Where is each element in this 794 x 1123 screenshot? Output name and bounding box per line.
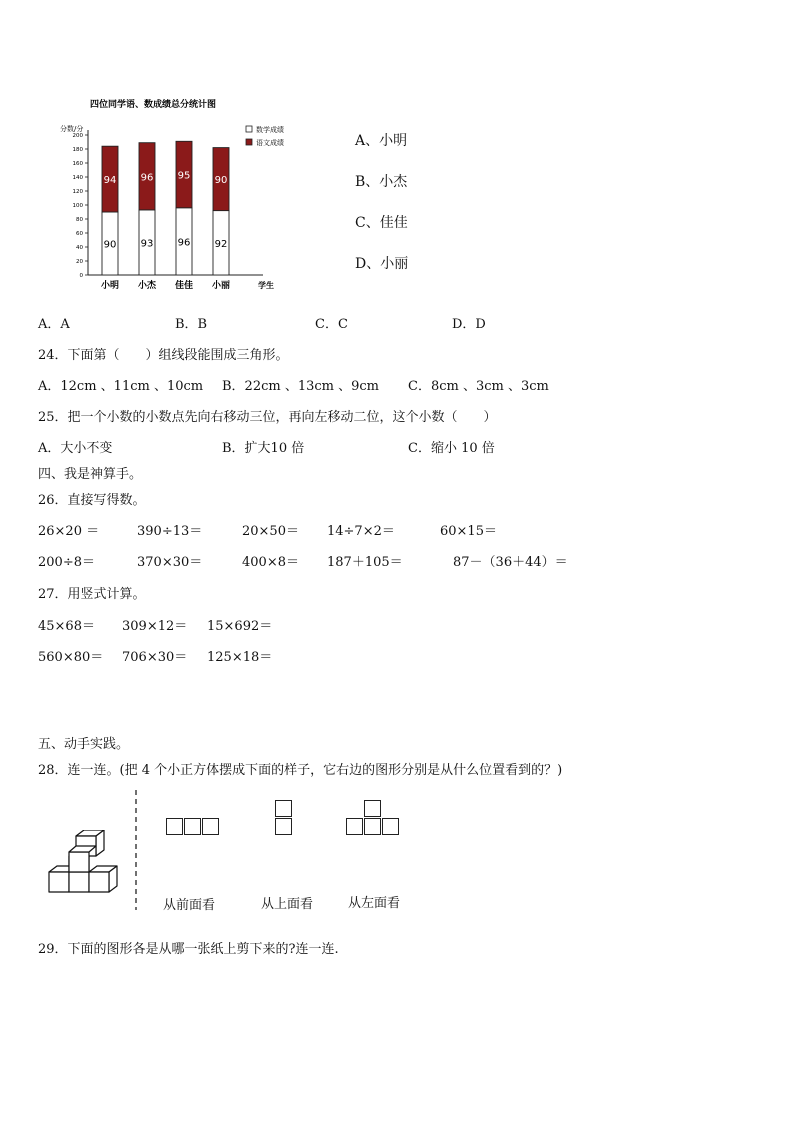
- view-label-left[interactable]: 从左面看: [348, 896, 401, 911]
- q26-item: 200÷8＝: [38, 555, 95, 570]
- y-tick-label: 20: [76, 259, 83, 265]
- x-axis-label: 学生: [258, 281, 274, 290]
- bar-chinese-value: 96: [140, 172, 154, 184]
- q26-item: 390÷13＝: [137, 524, 203, 539]
- q25-stem: 25．把一个小数的小数点先向右移动三位，再向左移动二位，这个小数（ ）: [38, 410, 497, 425]
- q27-item: 560×80＝: [38, 650, 104, 665]
- q27-item: 15×692＝: [207, 619, 273, 634]
- q26-item: 187＋105＝: [327, 555, 403, 570]
- q26-item: 87－（36＋44）＝: [453, 555, 568, 570]
- q26-item: 26×20 ＝: [38, 524, 100, 539]
- q26-item: 370×30＝: [137, 555, 203, 570]
- q26-item: 400×8＝: [242, 555, 299, 570]
- q26-item: 60×15＝: [440, 524, 497, 539]
- q26-item: 20×50＝: [242, 524, 299, 539]
- y-tick-label: 80: [76, 217, 83, 223]
- y-tick-label: 180: [72, 147, 83, 153]
- y-tick-label: 140: [72, 175, 83, 181]
- view-shape-row[interactable]: [166, 818, 220, 836]
- q27-stem: 27．用竖式计算。: [38, 587, 146, 602]
- x-tick-label: 佳佳: [174, 281, 194, 291]
- section-5-heading: 五、动手实践。: [38, 737, 130, 752]
- x-tick-label: 小丽: [211, 281, 231, 291]
- legend-swatch-chinese: [246, 139, 252, 145]
- y-tick-label: 60: [76, 231, 83, 237]
- view-label-front[interactable]: 从前面看: [163, 898, 216, 913]
- y-tick-label: 160: [72, 161, 83, 167]
- q26-stem: 26．直接写得数。: [38, 493, 146, 508]
- q28-stem: 28．连一连。(把 4 个小正方体摆成下面的样子，它右边的图形分别是从什么位置看到的？): [38, 763, 563, 778]
- q27-item: 45×68＝: [38, 619, 95, 634]
- bar-math-value: 93: [140, 238, 154, 250]
- q23-option-b[interactable]: B．B: [175, 317, 208, 332]
- chart-title: 四位同学语、数成绩总分统计图: [90, 100, 217, 110]
- side-option-d: D、小丽: [355, 256, 409, 272]
- q25-option-b[interactable]: B．扩大10 倍: [222, 441, 305, 456]
- bar-math-value: 96: [177, 237, 191, 249]
- q25-option-c[interactable]: C．缩小 10 倍: [408, 441, 495, 456]
- side-option-b: B、小杰: [355, 174, 408, 190]
- legend-swatch-math: [246, 126, 252, 132]
- legend-label-math: 数学成绩: [256, 126, 284, 134]
- q26-item: 14÷7×2＝: [327, 524, 395, 539]
- q24-stem: 24．下面第（ ）组线段能围成三角形。: [38, 348, 289, 363]
- side-option-a: A、小明: [355, 133, 408, 149]
- y-axis-label: 分数/分: [60, 125, 84, 133]
- cube-stack-figure: [44, 830, 124, 895]
- y-tick-label: 0: [79, 273, 83, 279]
- dashed-divider: [132, 790, 140, 910]
- q23-option-c[interactable]: C．C: [315, 317, 348, 332]
- y-tick-label: 100: [72, 203, 83, 209]
- view-label-top[interactable]: 从上面看: [261, 897, 314, 912]
- q27-item: 125×18＝: [207, 650, 273, 665]
- bar-math-value: 92: [214, 238, 228, 250]
- q27-item: 706×30＝: [122, 650, 188, 665]
- x-tick-label: 小明: [100, 281, 120, 291]
- q24-option-b[interactable]: B．22cm 、13cm 、9cm: [222, 379, 379, 394]
- q23-option-a[interactable]: A．A: [38, 317, 70, 332]
- y-tick-label: 200: [72, 133, 83, 139]
- q24-option-a[interactable]: A．12cm 、11cm 、10cm: [38, 379, 204, 394]
- view-shape-column[interactable]: [275, 800, 293, 836]
- section-4-heading: 四、我是神算手。: [38, 467, 143, 482]
- bar-math-value: 90: [103, 239, 117, 251]
- legend-label-chinese: 语文成绩: [256, 139, 284, 147]
- bar-chinese-value: 94: [103, 175, 117, 187]
- q25-option-a[interactable]: A．大小不变: [38, 441, 113, 456]
- q27-item: 309×12＝: [122, 619, 188, 634]
- bar-chinese-value: 95: [177, 170, 191, 182]
- q29-stem: 29．下面的图形各是从哪一张纸上剪下来的?连一连.: [38, 942, 339, 957]
- view-shape-t[interactable]: [346, 800, 400, 836]
- bar-chinese-value: 90: [214, 175, 228, 187]
- q23-option-d[interactable]: D．D: [452, 317, 486, 332]
- side-option-c: C、佳佳: [355, 215, 408, 231]
- y-tick-label: 40: [76, 245, 83, 251]
- q24-option-c[interactable]: C．8cm 、3cm 、3cm: [408, 379, 549, 394]
- score-bar-chart: [58, 95, 308, 300]
- y-tick-label: 120: [72, 189, 83, 195]
- legend: [246, 125, 284, 147]
- x-tick-label: 小杰: [137, 281, 157, 291]
